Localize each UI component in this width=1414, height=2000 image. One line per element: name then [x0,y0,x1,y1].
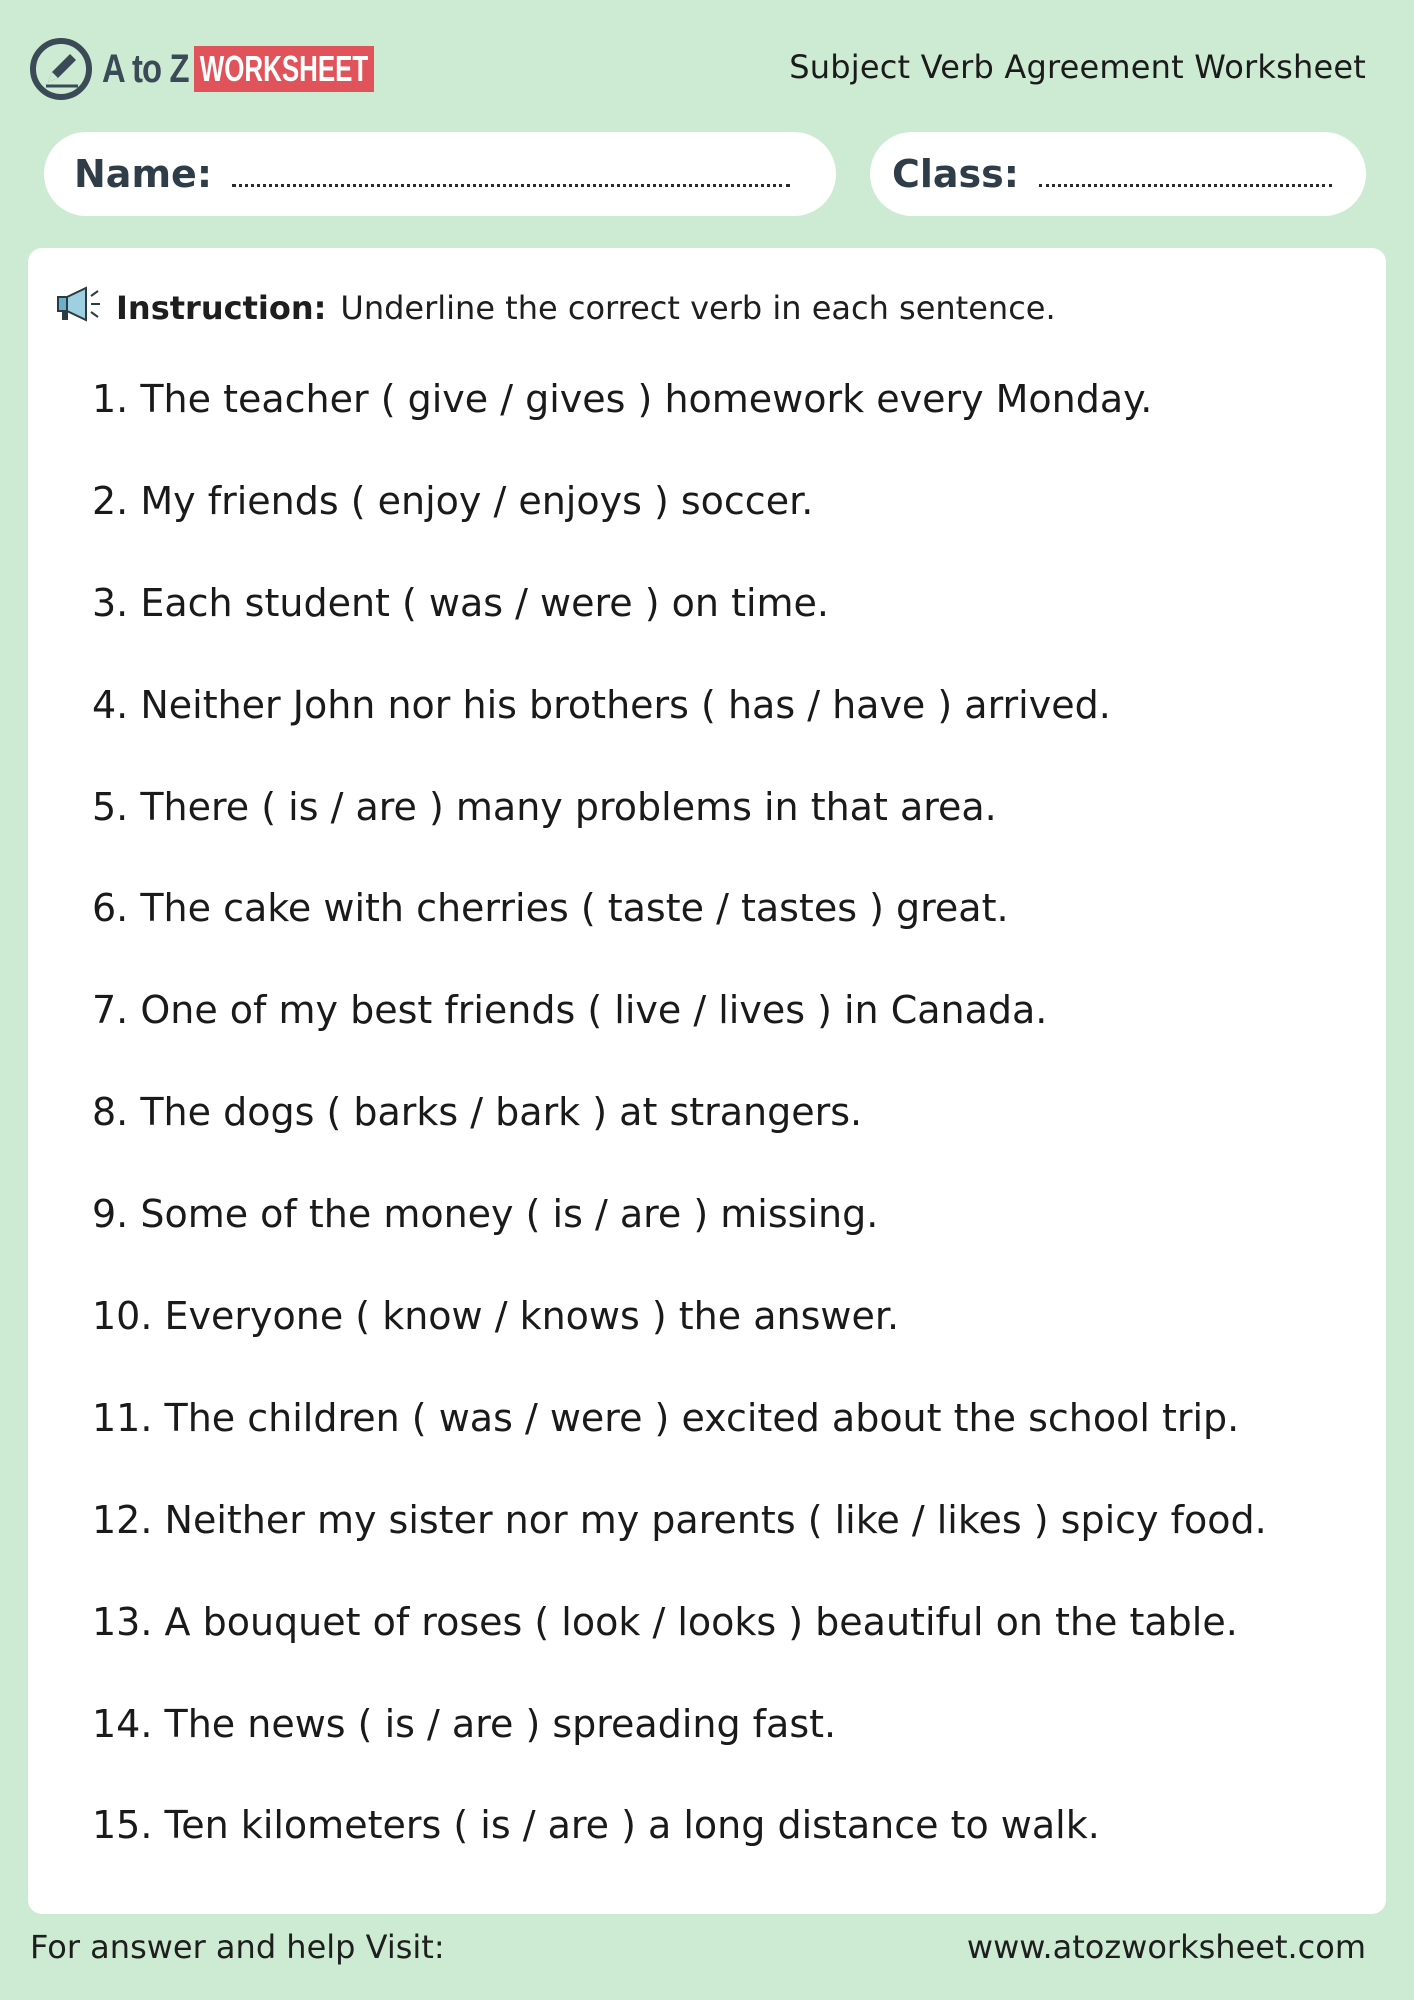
logo-badge: WORKSHEET [194,46,374,92]
question-list [92,348,1267,1876]
megaphone-icon [54,284,104,332]
instruction-text: Underline the correct verb in each sentence. [340,289,1056,327]
footer-help-text: For answer and help Visit: [30,1928,445,1966]
question-item[interactable]: 12. Neither my sister nor my parents ( like / likes ) spicy food. [92,1497,1267,1542]
question-item[interactable]: 11. The children ( was / were ) excited about the school trip. [92,1395,1240,1440]
question-item[interactable]: 15. Ten kilometers ( is / are ) a long distance to walk. [92,1803,1100,1848]
logo-text: A to Z [102,46,189,91]
question-item[interactable]: 2. My friends ( enjoy / enjoys ) soccer. [92,478,814,523]
question-item[interactable]: 7. One of my best friends ( live / lives ) in Canada. [92,988,1048,1033]
instruction-label: Instruction: [116,289,327,327]
name-label: Name: [74,152,213,196]
question-item[interactable]: 8. The dogs ( barks / bark ) at strangers. [92,1090,863,1135]
site-logo[interactable] [30,36,444,102]
footer-website-link[interactable]: www.atozworksheet.com [966,1928,1366,1966]
class-field[interactable] [870,132,1366,216]
question-item[interactable]: 13. A bouquet of roses ( look / looks ) beautiful on the table. [92,1599,1238,1644]
name-dotted-line[interactable] [232,184,790,187]
question-item[interactable]: 6. The cake with cherries ( taste / tastes ) great. [92,886,1009,931]
class-dotted-line[interactable] [1039,184,1332,187]
question-item[interactable]: 1. The teacher ( give / gives ) homework every Monday. [92,376,1153,421]
class-label: Class: [892,152,1019,196]
worksheet-panel [28,248,1386,1914]
instruction [54,284,1056,332]
question-item[interactable]: 5. There ( is / are ) many problems in that area. [92,784,997,829]
header [0,0,1414,130]
logo-pencil-icon [30,38,92,100]
question-item[interactable]: 10. Everyone ( know / knows ) the answer. [92,1293,900,1338]
question-item[interactable]: 14. The news ( is / are ) spreading fast. [92,1701,837,1746]
name-field[interactable] [44,132,836,216]
document-title: Subject Verb Agreement Worksheet [789,48,1366,86]
question-item[interactable]: 9. Some of the money ( is / are ) missing. [92,1192,879,1237]
question-item[interactable]: 4. Neither John nor his brothers ( has / have ) arrived. [92,682,1111,727]
question-item[interactable]: 3. Each student ( was / were ) on time. [92,580,830,625]
